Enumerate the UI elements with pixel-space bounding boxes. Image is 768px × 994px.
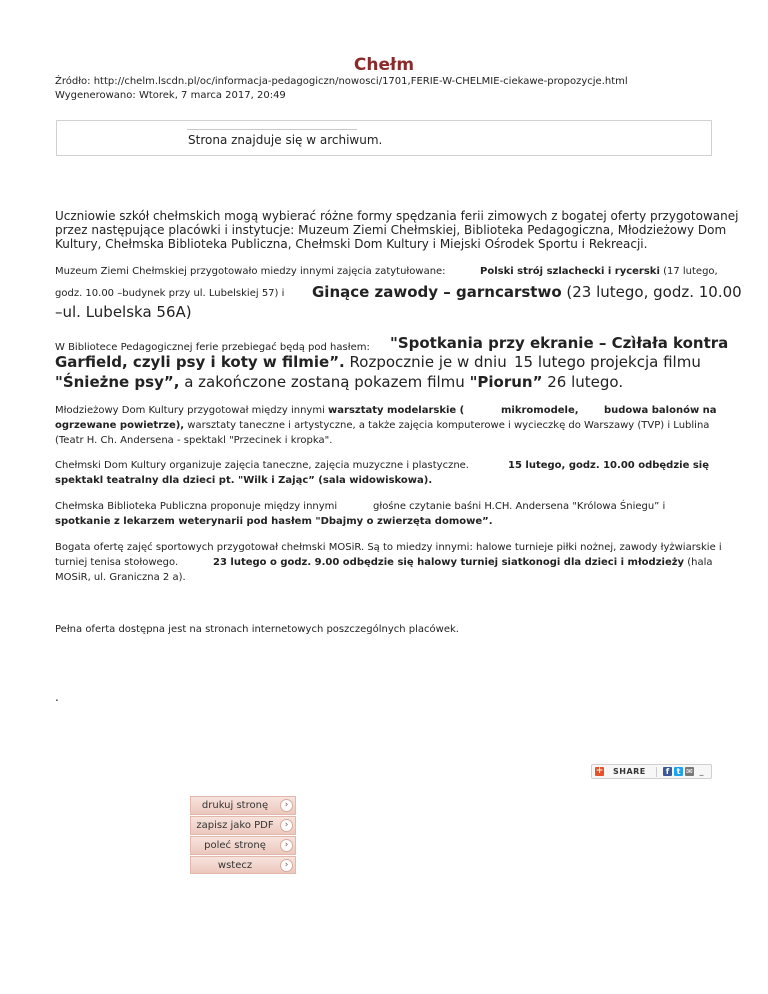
- archive-notice-box: [56, 120, 712, 156]
- muzeum-event-2: Ginące zawody – garncarstwo: [312, 283, 562, 301]
- full-offer-text: Pełna oferta dostępna jest na stronach internetowych poszczególnych placówek.: [55, 624, 459, 635]
- intro-paragraph: [55, 209, 739, 251]
- twitter-icon[interactable]: t: [674, 767, 683, 776]
- cdk-event: spektakl teatralny dla dzieci pt. "Wilk i Zając” (sala widowiskowa).: [55, 475, 433, 486]
- cdk-paragraph: [55, 458, 713, 488]
- intro-line-2: przez następujące placówki i instytucje: Muzeum Ziemi Chełmskiej, Biblioteka Pedagogiczna, Młodzieżowy Dom: [55, 223, 727, 237]
- mdk-paragraph: [55, 403, 717, 448]
- film-sniezne-psy: "Śnieżne psy”,: [55, 373, 180, 391]
- cdk-text: Chełmski Dom Kultury organizuje zajęcia taneczne, zajęcia muzyczne i plastyczne.: [55, 460, 469, 471]
- source-url: Źródło: http://chelm.lscdn.pl/oc/informacja-pedagogiczn/nowosci/1701,FERIE-W-CHELMIE-ciekawe-propozycje.html: [55, 76, 628, 87]
- intro-line-3: Kultury, Chełmska Biblioteka Publiczna, Chełmski Dom Kultury i Miejski Ośrodek Sportu i Rekreacji.: [55, 237, 648, 251]
- chevron-right-icon: ›: [280, 859, 293, 872]
- mosir-address: MOSiR, ul. Graniczna 2 a).: [55, 572, 186, 583]
- archive-notice: Strona znajduje się w archiwum.: [188, 133, 383, 147]
- share-button[interactable]: [591, 764, 712, 779]
- muzeum-event-1-place: godz. 10.00 –budynek przy ul. Lubelskiej 57) i: [55, 288, 285, 299]
- chevron-right-icon: ›: [280, 819, 293, 832]
- recommend-page-label: poleć stronę: [204, 840, 266, 851]
- muzeum-line-1: [55, 266, 718, 277]
- muzeum-event-2-date: (23 lutego, godz. 10.00: [566, 283, 742, 301]
- mosir-hall: (hala: [687, 557, 713, 568]
- more-icon[interactable]: _: [699, 767, 704, 776]
- biblioteka-line-3: [55, 373, 713, 391]
- back-button[interactable]: [190, 856, 296, 874]
- chevron-right-icon: ›: [280, 799, 293, 812]
- biblioteka-line-2: [55, 353, 713, 371]
- cbp-reading: głośne czytanie baśni H.CH. Andersena "Królowa Śniegu” i: [373, 501, 666, 512]
- facebook-icon[interactable]: f: [663, 767, 672, 776]
- film-piorun: "Piorun”: [469, 373, 543, 391]
- biblioteka-slogan-2: Garfield, czyli psy i koty w filmie”.: [55, 353, 345, 371]
- page-title: Chełm: [353, 55, 415, 75]
- mdk-theatre: (Teatr H. Ch. Andersena - spektakl "Przecinek i kropka".: [55, 435, 333, 446]
- film-piorun-date: 26 lutego.: [547, 373, 624, 391]
- chevron-right-icon: ›: [280, 839, 293, 852]
- mdk-hot-air: ogrzewane powietrze),: [55, 420, 185, 431]
- cbp-vet-meeting: spotkanie z lekarzem weterynarii pod hasłem "Dbajmy o zwierzęta domowe”.: [55, 516, 493, 527]
- mosir-tournament: 23 lutego o godz. 9.00 odbędzie się halowy turniej siatkonogi dla dzieci i młodzieży: [213, 557, 685, 568]
- addthis-plus-icon: +: [595, 766, 604, 776]
- mdk-micromodels: mikromodele,: [501, 405, 579, 416]
- print-page-label: drukuj stronę: [201, 800, 269, 811]
- save-pdf-button[interactable]: [190, 816, 296, 835]
- back-label: wstecz: [217, 860, 253, 871]
- muzeum-line-2: [55, 283, 742, 302]
- mosir-tennis: turniej tenisa stołowego.: [55, 557, 179, 568]
- cdk-event-date: 15 lutego, godz. 10.00 odbędzie się: [508, 460, 710, 471]
- biblioteka-start: Rozpocznie je w dniu: [349, 353, 507, 371]
- intro-line-1: Uczniowie szkół chełmskich mogą wybierać różne formy spędzania ferii zimowych z bogatej oferty przygotowanej: [55, 209, 739, 223]
- biblioteka-end: a zakończone zostaną pokazem filmu: [184, 373, 465, 391]
- print-page-button[interactable]: [190, 796, 296, 815]
- cbp-text: Chełmska Biblioteka Publiczna proponuje między innymi: [55, 501, 338, 512]
- mdk-text: Młodzieżowy Dom Kultury przygotował między innymi: [55, 405, 325, 416]
- mosir-text: Bogata ofertę zajęć sportowych przygotował chełmski MOSiR. Są to miedzy innymi: halowe turnieje piłki nożnej, zawody łyżwiarskie i: [55, 542, 722, 553]
- generated-date: Wygenerowano: Wtorek, 7 marca 2017, 20:49: [55, 90, 286, 101]
- cbp-paragraph: [55, 499, 713, 529]
- mdk-other-activities: warsztaty taneczne i artystyczne, a także zajęcia komputerowe i wycieczkę do Warszawy (TVP) i Lublina: [187, 420, 710, 431]
- share-divider: [656, 767, 657, 777]
- mdk-workshops: warsztaty modelarskie (: [328, 405, 465, 416]
- muzeum-event-1: Polski strój szlachecki i rycerski: [480, 266, 660, 277]
- save-pdf-label: zapisz jako PDF: [196, 820, 274, 831]
- share-label: SHARE: [613, 767, 646, 776]
- recommend-page-button[interactable]: [190, 836, 296, 855]
- archive-divider: [187, 129, 357, 130]
- muzeum-text: Muzeum Ziemi Chełmskiej przygotowało miedzy innymi zajęcia zatytułowane:: [55, 266, 446, 277]
- biblioteka-first-film: 15 lutego projekcja filmu: [514, 353, 701, 371]
- biblioteka-slogan-1: "Spotkania przy ekranie – Czìłała kontra: [390, 334, 729, 352]
- trailing-dot: .: [55, 690, 59, 704]
- biblioteka-text: W Bibliotece Pedagogicznej ferie przebiegać będą pod hasłem:: [55, 342, 370, 353]
- mdk-balloons: budowa balonów na: [604, 405, 717, 416]
- muzeum-event-1-date: (17 lutego,: [663, 266, 718, 277]
- muzeum-event-2-place: –ul. Lubelska 56A): [55, 303, 192, 321]
- email-icon[interactable]: ✉: [686, 767, 693, 776]
- mosir-paragraph: [55, 540, 722, 585]
